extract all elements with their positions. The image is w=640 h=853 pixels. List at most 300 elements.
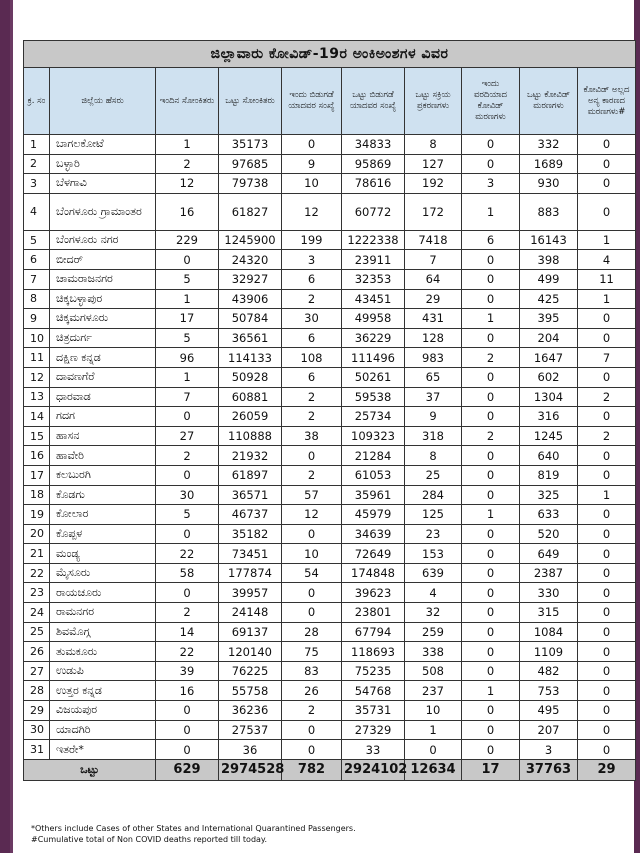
cell-dis-today: 2 — [282, 701, 342, 721]
cell-dis-today: 83 — [282, 661, 342, 681]
district-name: ಉತ್ತರ ಕನ್ನಡ — [50, 681, 156, 701]
table-row — [24, 622, 636, 642]
serial-number: 20 — [24, 524, 50, 544]
cell-total: 32927 — [219, 269, 282, 289]
serial-number: 7 — [24, 269, 50, 289]
serial-number: 25 — [24, 622, 50, 642]
cell-today: 1 — [156, 367, 219, 387]
cell-active: 7 — [405, 250, 462, 270]
cell-today: 5 — [156, 328, 219, 348]
cell-today: 0 — [156, 407, 219, 427]
cell-dis-today: 57 — [282, 485, 342, 505]
cell-today: 1 — [156, 135, 219, 155]
cell-today: 0 — [156, 583, 219, 603]
table-row — [24, 348, 636, 368]
cell-dis-total: 34833 — [342, 135, 405, 155]
cell-death-today: 0 — [462, 465, 520, 485]
cell-non-covid: 0 — [578, 563, 636, 583]
cell-death-today: 1 — [462, 309, 520, 329]
footnote-non-covid: #Cumulative total of Non COVID deaths reported till today. — [31, 835, 268, 844]
serial-number: 13 — [24, 387, 50, 407]
cell-active: 65 — [405, 367, 462, 387]
cell-death-today: 0 — [462, 269, 520, 289]
cell-dis-today: 0 — [282, 603, 342, 623]
cell-total: 79738 — [219, 174, 282, 194]
district-name: ವಿಜಯಪುರ — [50, 701, 156, 721]
cell-active: 172 — [405, 193, 462, 230]
cell-total: 36571 — [219, 485, 282, 505]
cell-dis-total: 36229 — [342, 328, 405, 348]
cell-death-today: 0 — [462, 485, 520, 505]
cell-total: 26059 — [219, 407, 282, 427]
cell-death-total: 633 — [520, 505, 578, 525]
cell-non-covid: 0 — [578, 740, 636, 760]
cell-total: 73451 — [219, 544, 282, 564]
column-header: ಕ್ರ. ಸಂ — [24, 68, 50, 135]
cell-non-covid: 2 — [578, 426, 636, 446]
cell-dis-today: 2 — [282, 407, 342, 427]
cell-non-covid: 0 — [578, 661, 636, 681]
cell-dis-today: 38 — [282, 426, 342, 446]
cell-non-covid: 0 — [578, 407, 636, 427]
cell-dis-total: 59538 — [342, 387, 405, 407]
cell-today: 16 — [156, 193, 219, 230]
district-name: ಬೆಂಗಳೂರು ನಗರ — [50, 230, 156, 250]
cell-non-covid: 4 — [578, 250, 636, 270]
cell-dis-total: 54768 — [342, 681, 405, 701]
cell-total: 36236 — [219, 701, 282, 721]
table-title: ಜಿಲ್ಲಾವಾರು ಕೋವಿಡ್-19ರ ಅಂಕಿಅಂಶಗಳ ವಿವರ — [24, 41, 636, 68]
district-name: ಇತರೇ* — [50, 740, 156, 760]
serial-number: 19 — [24, 505, 50, 525]
cell-death-today: 0 — [462, 603, 520, 623]
district-name: ಚಿಕ್ಕಮಗಳೂರು — [50, 309, 156, 329]
totals-discharged-total: 2924102 — [342, 759, 405, 780]
cell-dis-total: 61053 — [342, 465, 405, 485]
cell-total: 27537 — [219, 720, 282, 740]
totals-deaths-total: 37763 — [520, 759, 578, 780]
table-row — [24, 524, 636, 544]
cell-total: 36 — [219, 740, 282, 760]
cell-dis-today: 54 — [282, 563, 342, 583]
cell-dis-total: 49958 — [342, 309, 405, 329]
cell-today: 0 — [156, 465, 219, 485]
cell-death-today: 0 — [462, 720, 520, 740]
cell-non-covid: 2 — [578, 387, 636, 407]
column-header: ಇಂದಿನ ಸೋಂಕಿತರು — [156, 68, 219, 135]
table-row — [24, 583, 636, 603]
totals-row — [24, 759, 636, 780]
cell-non-covid: 0 — [578, 505, 636, 525]
cell-today: 5 — [156, 505, 219, 525]
table-row — [24, 230, 636, 250]
column-header: ಒಟ್ಟು ಕೋವಿಡ್ ಮರಣಗಳು — [520, 68, 578, 135]
footnotes — [31, 823, 356, 845]
serial-number: 31 — [24, 740, 50, 760]
cell-dis-total: 50261 — [342, 367, 405, 387]
cell-non-covid: 0 — [578, 642, 636, 662]
table-row — [24, 740, 636, 760]
table-row — [24, 174, 636, 194]
cell-dis-today: 0 — [282, 135, 342, 155]
cell-death-total: 204 — [520, 328, 578, 348]
cell-death-today: 0 — [462, 135, 520, 155]
cell-dis-today: 2 — [282, 465, 342, 485]
cell-death-today: 0 — [462, 642, 520, 662]
cell-total: 120140 — [219, 642, 282, 662]
table-row — [24, 563, 636, 583]
district-name: ಬೀದರ್ — [50, 250, 156, 270]
cell-total: 114133 — [219, 348, 282, 368]
totals-label: ಒಟ್ಟು — [24, 759, 156, 780]
cell-death-today: 0 — [462, 446, 520, 466]
district-name: ಧಾರವಾಡ — [50, 387, 156, 407]
cell-today: 58 — [156, 563, 219, 583]
cell-death-total: 1109 — [520, 642, 578, 662]
cell-active: 192 — [405, 174, 462, 194]
cell-dis-total: 174848 — [342, 563, 405, 583]
report-page — [10, 0, 634, 853]
cell-total: 69137 — [219, 622, 282, 642]
table-row — [24, 193, 636, 230]
cell-total: 35182 — [219, 524, 282, 544]
cell-dis-total: 32353 — [342, 269, 405, 289]
cell-today: 2 — [156, 154, 219, 174]
cell-death-today: 6 — [462, 230, 520, 250]
serial-number: 4 — [24, 193, 50, 230]
cell-total: 177874 — [219, 563, 282, 583]
cell-today: 5 — [156, 269, 219, 289]
cell-death-total: 207 — [520, 720, 578, 740]
district-name: ದಕ್ಷಿಣ ಕನ್ನಡ — [50, 348, 156, 368]
cell-today: 14 — [156, 622, 219, 642]
cell-total: 46737 — [219, 505, 282, 525]
cell-death-total: 1689 — [520, 154, 578, 174]
cell-dis-today: 0 — [282, 446, 342, 466]
cell-non-covid: 7 — [578, 348, 636, 368]
cell-dis-today: 75 — [282, 642, 342, 662]
cell-dis-total: 43451 — [342, 289, 405, 309]
table-row — [24, 367, 636, 387]
cell-dis-today: 108 — [282, 348, 342, 368]
serial-number: 11 — [24, 348, 50, 368]
table-row — [24, 720, 636, 740]
cell-death-today: 2 — [462, 426, 520, 446]
cell-death-total: 930 — [520, 174, 578, 194]
serial-number: 1 — [24, 135, 50, 155]
table-row — [24, 135, 636, 155]
cell-today: 27 — [156, 426, 219, 446]
table-row — [24, 642, 636, 662]
cell-non-covid: 0 — [578, 701, 636, 721]
cell-dis-total: 25734 — [342, 407, 405, 427]
cell-death-today: 0 — [462, 622, 520, 642]
cell-dis-today: 30 — [282, 309, 342, 329]
serial-number: 14 — [24, 407, 50, 427]
cell-death-total: 883 — [520, 193, 578, 230]
cell-death-today: 0 — [462, 661, 520, 681]
cell-active: 23 — [405, 524, 462, 544]
cell-death-today: 0 — [462, 250, 520, 270]
cell-dis-today: 2 — [282, 387, 342, 407]
cell-active: 983 — [405, 348, 462, 368]
cell-total: 1245900 — [219, 230, 282, 250]
cell-death-total: 398 — [520, 250, 578, 270]
cell-death-total: 330 — [520, 583, 578, 603]
cell-active: 639 — [405, 563, 462, 583]
cell-total: 36561 — [219, 328, 282, 348]
cell-active: 8 — [405, 446, 462, 466]
cell-dis-total: 95869 — [342, 154, 405, 174]
cell-non-covid: 1 — [578, 485, 636, 505]
table-row — [24, 426, 636, 446]
cell-active: 7418 — [405, 230, 462, 250]
cell-dis-total: 45979 — [342, 505, 405, 525]
cell-death-total: 2387 — [520, 563, 578, 583]
table-row — [24, 661, 636, 681]
cell-dis-total: 1222338 — [342, 230, 405, 250]
district-covid-table — [23, 40, 636, 781]
district-name: ಕೊಡಗು — [50, 485, 156, 505]
cell-total: 61827 — [219, 193, 282, 230]
cell-dis-total: 23801 — [342, 603, 405, 623]
cell-death-total: 499 — [520, 269, 578, 289]
cell-dis-today: 26 — [282, 681, 342, 701]
cell-active: 431 — [405, 309, 462, 329]
district-name: ಹಾಸನ — [50, 426, 156, 446]
cell-active: 237 — [405, 681, 462, 701]
column-header: ಇಂದು ಬಿಡುಗಡೆ ಯಾದವರ ಸಂಖ್ಯೆ — [282, 68, 342, 135]
cell-non-covid: 1 — [578, 289, 636, 309]
serial-number: 9 — [24, 309, 50, 329]
serial-number: 29 — [24, 701, 50, 721]
cell-death-total: 1245 — [520, 426, 578, 446]
cell-dis-today: 9 — [282, 154, 342, 174]
table-row — [24, 289, 636, 309]
district-name: ಹಾವೇರಿ — [50, 446, 156, 466]
cell-death-total: 520 — [520, 524, 578, 544]
cell-dis-today: 6 — [282, 367, 342, 387]
district-name: ದಾವಣಗೆರೆ — [50, 367, 156, 387]
cell-total: 97685 — [219, 154, 282, 174]
cell-death-total: 395 — [520, 309, 578, 329]
table-row — [24, 681, 636, 701]
column-header: ಒಟ್ಟು ಬಿಡುಗಡೆ ಯಾದವರ ಸಂಖ್ಯೆ — [342, 68, 405, 135]
column-header: ಇಂದು ವರದಿಯಾದ ಕೋವಿಡ್ ಮರಣಗಳು — [462, 68, 520, 135]
district-name: ಯಾದಗಿರಿ — [50, 720, 156, 740]
cell-dis-total: 111496 — [342, 348, 405, 368]
district-name: ಬಾಗಲಕೋಟೆ — [50, 135, 156, 155]
cell-death-total: 640 — [520, 446, 578, 466]
district-name: ಗದಗ — [50, 407, 156, 427]
cell-death-total: 332 — [520, 135, 578, 155]
table-row — [24, 309, 636, 329]
cell-dis-total: 23911 — [342, 250, 405, 270]
district-name: ಬೆಳಗಾವಿ — [50, 174, 156, 194]
cell-death-total: 753 — [520, 681, 578, 701]
serial-number: 21 — [24, 544, 50, 564]
cell-dis-today: 0 — [282, 524, 342, 544]
table-row — [24, 505, 636, 525]
cell-death-total: 316 — [520, 407, 578, 427]
cell-today: 0 — [156, 701, 219, 721]
cell-dis-today: 0 — [282, 720, 342, 740]
cell-active: 9 — [405, 407, 462, 427]
cell-today: 0 — [156, 524, 219, 544]
serial-number: 10 — [24, 328, 50, 348]
district-name: ತುಮಕೂರು — [50, 642, 156, 662]
totals-total: 2974528 — [219, 759, 282, 780]
district-name: ಶಿವಮೊಗ್ಗ — [50, 622, 156, 642]
cell-dis-total: 35731 — [342, 701, 405, 721]
district-name: ಚಾಮರಾಜನಗರ — [50, 269, 156, 289]
cell-active: 10 — [405, 701, 462, 721]
cell-non-covid: 0 — [578, 174, 636, 194]
cell-dis-today: 3 — [282, 250, 342, 270]
serial-number: 2 — [24, 154, 50, 174]
cell-non-covid: 1 — [578, 230, 636, 250]
cell-non-covid: 0 — [578, 524, 636, 544]
cell-active: 338 — [405, 642, 462, 662]
district-name: ರಾಮನಗರ — [50, 603, 156, 623]
cell-death-today: 0 — [462, 563, 520, 583]
cell-dis-total: 35961 — [342, 485, 405, 505]
cell-death-today: 0 — [462, 387, 520, 407]
cell-active: 128 — [405, 328, 462, 348]
cell-death-total: 425 — [520, 289, 578, 309]
totals-active: 12634 — [405, 759, 462, 780]
cell-non-covid: 0 — [578, 328, 636, 348]
cell-non-covid: 0 — [578, 603, 636, 623]
cell-active: 32 — [405, 603, 462, 623]
serial-number: 16 — [24, 446, 50, 466]
table-row — [24, 446, 636, 466]
serial-number: 15 — [24, 426, 50, 446]
cell-active: 318 — [405, 426, 462, 446]
district-name: ಮೈಸೂರು — [50, 563, 156, 583]
table-row — [24, 269, 636, 289]
cell-death-total: 1647 — [520, 348, 578, 368]
cell-dis-today: 0 — [282, 583, 342, 603]
cell-dis-total: 72649 — [342, 544, 405, 564]
cell-death-total: 16143 — [520, 230, 578, 250]
cell-dis-today: 0 — [282, 740, 342, 760]
cell-total: 61897 — [219, 465, 282, 485]
cell-active: 29 — [405, 289, 462, 309]
cell-death-total: 3 — [520, 740, 578, 760]
table-row — [24, 701, 636, 721]
cell-total: 39957 — [219, 583, 282, 603]
cell-death-total: 315 — [520, 603, 578, 623]
column-header: ಒಟ್ಟು ಸೋಂಕಿತರು — [219, 68, 282, 135]
cell-total: 35173 — [219, 135, 282, 155]
cell-death-today: 0 — [462, 328, 520, 348]
cell-non-covid: 0 — [578, 544, 636, 564]
district-name: ಬಳ್ಳಾರಿ — [50, 154, 156, 174]
district-name: ರಾಯಚೂರು — [50, 583, 156, 603]
cell-total: 24320 — [219, 250, 282, 270]
cell-non-covid: 11 — [578, 269, 636, 289]
totals-today: 629 — [156, 759, 219, 780]
cell-dis-total: 21284 — [342, 446, 405, 466]
cell-non-covid: 0 — [578, 367, 636, 387]
table-row — [24, 328, 636, 348]
serial-number: 30 — [24, 720, 50, 740]
cell-death-today: 0 — [462, 524, 520, 544]
cell-dis-total: 75235 — [342, 661, 405, 681]
cell-non-covid: 0 — [578, 154, 636, 174]
cell-today: 1 — [156, 289, 219, 309]
serial-number: 27 — [24, 661, 50, 681]
cell-dis-today: 12 — [282, 505, 342, 525]
cell-total: 60881 — [219, 387, 282, 407]
cell-death-today: 0 — [462, 701, 520, 721]
cell-active: 153 — [405, 544, 462, 564]
district-name: ಬೆಂಗಳೂರು ಗ್ರಾಮಾಂತರ — [50, 193, 156, 230]
cell-today: 17 — [156, 309, 219, 329]
cell-active: 127 — [405, 154, 462, 174]
cell-death-total: 1304 — [520, 387, 578, 407]
cell-dis-today: 28 — [282, 622, 342, 642]
cell-death-today: 1 — [462, 505, 520, 525]
cell-today: 39 — [156, 661, 219, 681]
cell-dis-today: 6 — [282, 269, 342, 289]
serial-number: 23 — [24, 583, 50, 603]
cell-total: 50928 — [219, 367, 282, 387]
serial-number: 18 — [24, 485, 50, 505]
cell-today: 2 — [156, 446, 219, 466]
cell-dis-today: 12 — [282, 193, 342, 230]
cell-death-today: 0 — [462, 367, 520, 387]
cell-dis-today: 2 — [282, 289, 342, 309]
serial-number: 17 — [24, 465, 50, 485]
district-name: ಉಡುಪಿ — [50, 661, 156, 681]
cell-active: 4 — [405, 583, 462, 603]
cell-total: 21932 — [219, 446, 282, 466]
serial-number: 5 — [24, 230, 50, 250]
cell-total: 76225 — [219, 661, 282, 681]
cell-active: 125 — [405, 505, 462, 525]
cell-death-today: 0 — [462, 154, 520, 174]
cell-dis-total: 78616 — [342, 174, 405, 194]
district-name: ಚಿಕ್ಕಬಳ್ಳಾಪುರ — [50, 289, 156, 309]
serial-number: 8 — [24, 289, 50, 309]
cell-today: 22 — [156, 642, 219, 662]
totals-non-covid-deaths: 29 — [578, 759, 636, 780]
cell-death-today: 1 — [462, 193, 520, 230]
cell-non-covid: 0 — [578, 309, 636, 329]
cell-dis-total: 39623 — [342, 583, 405, 603]
cell-non-covid: 0 — [578, 446, 636, 466]
cell-death-total: 482 — [520, 661, 578, 681]
cell-total: 55758 — [219, 681, 282, 701]
cell-today: 0 — [156, 740, 219, 760]
cell-active: 259 — [405, 622, 462, 642]
column-header: ಕೋವಿಡ್ ಅಲ್ಲದ ಅನ್ಯ ಕಾರಣದ ಮರಣಗಳು# — [578, 68, 636, 135]
district-name: ಕಲಬುರಗಿ — [50, 465, 156, 485]
cell-active: 508 — [405, 661, 462, 681]
cell-death-today: 1 — [462, 681, 520, 701]
cell-death-total: 602 — [520, 367, 578, 387]
cell-dis-total: 60772 — [342, 193, 405, 230]
totals-discharged-today: 782 — [282, 759, 342, 780]
cell-death-today: 0 — [462, 544, 520, 564]
cell-today: 96 — [156, 348, 219, 368]
table-row — [24, 485, 636, 505]
cell-non-covid: 0 — [578, 681, 636, 701]
table-row — [24, 154, 636, 174]
cell-non-covid: 0 — [578, 583, 636, 603]
